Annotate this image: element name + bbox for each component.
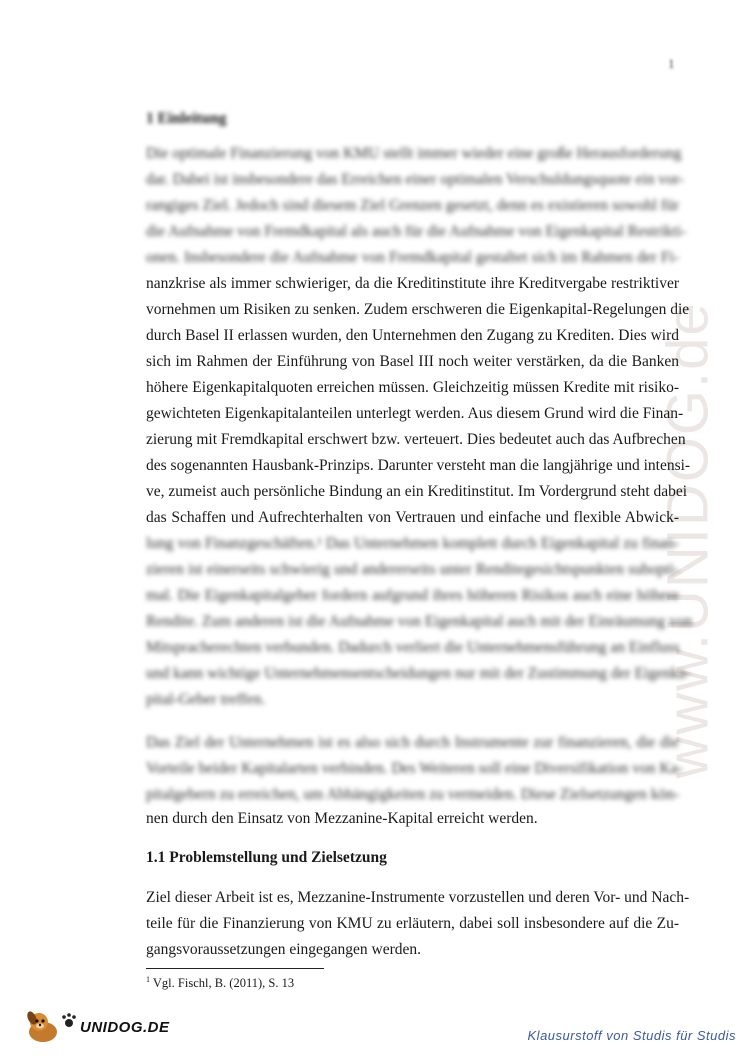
text-line: Rendite. Zum anderen ist die Aufnahme von Eigenkapital auch mit der Einräumung von bbox=[146, 613, 693, 630]
text-line: nen durch den Einsatz von Mezzanine-Kapital erreicht werden. bbox=[146, 810, 538, 827]
text-line: mal. Die Eigenkapitalgeber fordern aufgrund ihres höheren Risikos auch eine höhere bbox=[146, 587, 679, 604]
text-line: die Aufnahme von Fremdkapital als auch für die Aufnahme von Eigenkapital Restrikti- bbox=[146, 223, 687, 240]
page-number: 1 bbox=[668, 56, 675, 71]
text-line: Ziel dieser Arbeit ist es, Mezzanine-Instrumente vorzustellen und deren Vor- und Nach- bbox=[146, 889, 690, 906]
text-line: zieren ist einerseits schwierig und andererseits unter Renditegesichtspunkten subopti- bbox=[146, 561, 679, 578]
text-line: rangiges Ziel. Jedoch sind diesem Ziel Grenzen gesetzt, denn es existieren sowohl für bbox=[146, 197, 679, 214]
text-line: sich im Rahmen der Einführung von Basel III noch weiter verstärken, da die Banken bbox=[146, 353, 679, 370]
text-line: gangsvoraussetzungen eingegangen werden. bbox=[146, 941, 422, 958]
unidog-logo bbox=[25, 1010, 170, 1044]
text-line: onen. Insbesondere die Aufnahme von Fremdkapital gestaltet sich im Rahmen der Fi- bbox=[146, 249, 679, 266]
text-line: Mitspracherechten verbunden. Dadurch verliert die Unternehmensführung an Einfluss bbox=[146, 639, 680, 656]
dog-icon bbox=[25, 1010, 81, 1044]
text-line: und kann wichtige Unternehmensentscheidungen nur mit der Zustimmung der Eigenka- bbox=[146, 665, 691, 682]
text-line: teile für die Finanzierung von KMU zu erläutern, dabei soll insbesondere auf die Zu- bbox=[146, 915, 679, 932]
text-line: Das Ziel der Unternehmen ist es also sich durch Instrumente zur finanzieren, die die bbox=[146, 734, 679, 751]
watermark: www.UNIDOG.de bbox=[655, 301, 721, 779]
footnote-mark: 1 bbox=[146, 975, 150, 984]
logo-text: UNIDOG.DE bbox=[80, 1019, 170, 1036]
text-line: Die optimale Finanzierung von KMU stellt immer wieder eine große Herausforderung bbox=[146, 145, 682, 162]
text-line: das Schaffen und Aufrechterhalten von Vertrauen und einfache und flexible Abwick- bbox=[146, 509, 679, 526]
text-line: pitalgebern zu erreichen, um Abhängigkeiten zu vermeiden. Diese Zielsetzungen kön- bbox=[146, 786, 680, 803]
text-line: Vorteile beider Kapitalarten verbinden. Des Weiteren soll eine Diversifikation von Ka- bbox=[146, 760, 683, 777]
footer-slogan: Klausurstoff von Studis für Studis bbox=[527, 1028, 736, 1043]
text-line: nanzkrise als immer schwieriger, da die Kreditinstitute ihre Kreditvergabe restriktiver bbox=[146, 275, 679, 292]
text-line: ve, zumeist auch persönliche Bindung an ein Kreditinstitut. Im Vordergrund steht dabei bbox=[146, 483, 688, 500]
text-line: gewichteten Eigenkapitalanteilen unterlegt werden. Aus diesem Grund wird die Finan- bbox=[146, 405, 684, 422]
text-line: zierung mit Fremdkapital erschwert bzw. verteuert. Dies bedeutet auch das Aufbrechen bbox=[146, 431, 686, 448]
subsection-heading: 1.1 Problemstellung und Zielsetzung bbox=[146, 849, 387, 866]
text-line: des sogenannten Hausbank-Prinzips. Darunter versteht man die langjährige und intensi- bbox=[146, 457, 691, 474]
text-line: durch Basel II erlassen wurden, den Unternehmen den Zugang zu Krediten. Dies wird bbox=[146, 327, 679, 344]
footnote-rule bbox=[146, 968, 324, 969]
text-line: dar. Dabei ist insbesondere das Erreichen einer optimalen Verschuldungsquote ein vor- bbox=[146, 171, 684, 188]
text-line: vornehmen um Risiken zu senken. Zudem erschweren die Eigenkapital-Regelungen die bbox=[146, 301, 690, 318]
text-line: höhere Eigenkapitalquoten erreichen müssen. Gleichzeitig müssen Kredite mit risiko- bbox=[146, 379, 679, 396]
footnote bbox=[146, 975, 294, 991]
text-line: lung von Finanzgeschäften.¹ Das Unternehmen komplett durch Eigenkapital zu finan- bbox=[146, 535, 679, 552]
section-heading: 1 Einleitung bbox=[146, 110, 227, 127]
text-line: pital-Geber treffen. bbox=[146, 691, 266, 708]
footnote-text: Vgl. Fischl, B. (2011), S. 13 bbox=[152, 976, 295, 991]
